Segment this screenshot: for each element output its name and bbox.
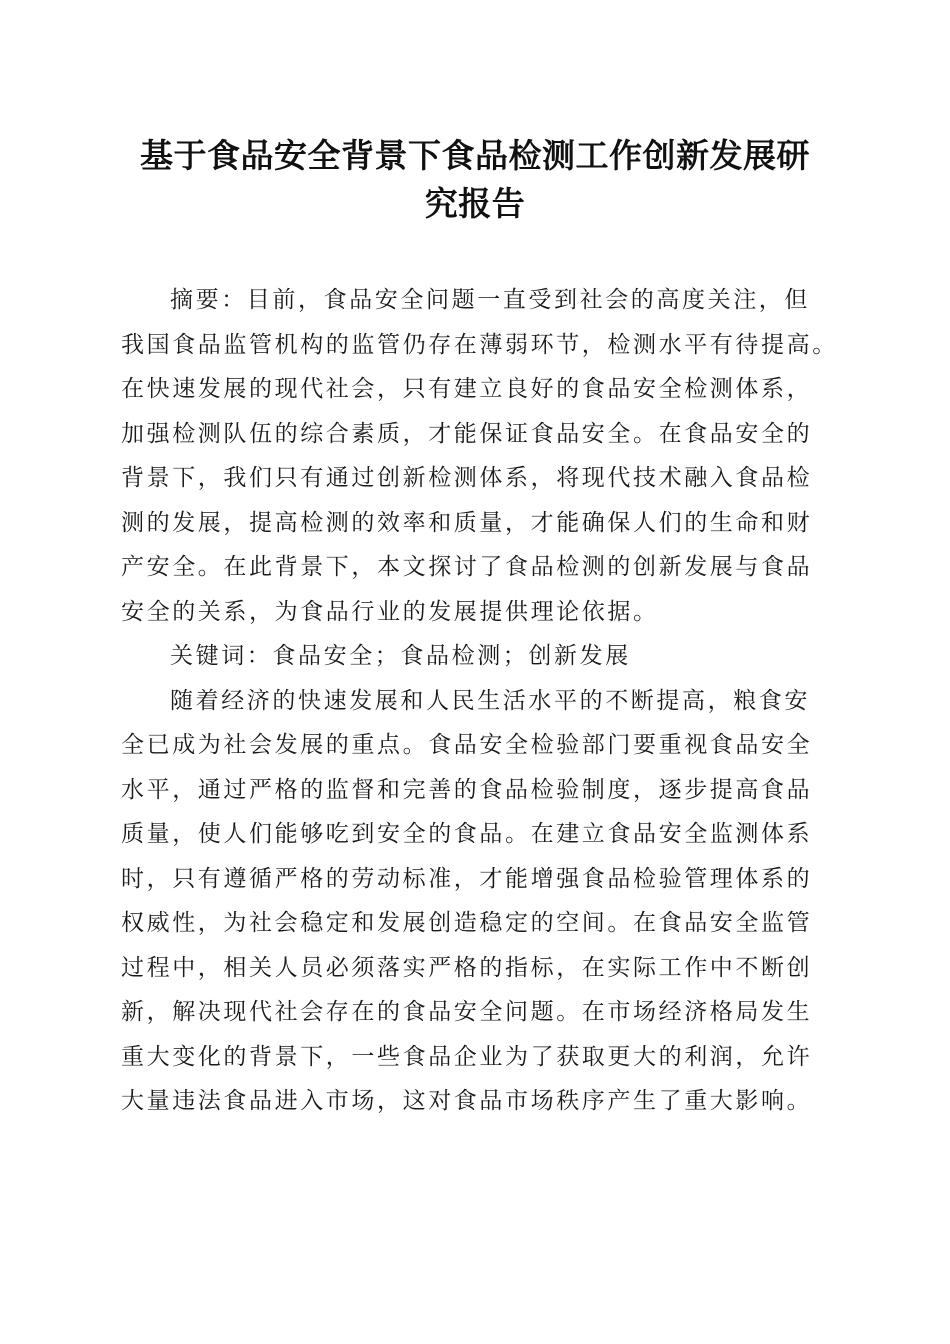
abstract-line: 摘要：目前，食品安全问题一直受到社会的高度关注，但 — [170, 287, 810, 313]
document-body — [121, 278, 851, 1124]
introduction-line: 质量，使人们能够吃到安全的食品。在建立食品安全监测体系 — [121, 821, 813, 847]
abstract-line: 我国食品监管机构的监管仍存在薄弱环节，检测水平有待提高。 — [121, 331, 838, 358]
title-line-2: 究报告 — [424, 184, 526, 223]
abstract-line: 安全的关系，为食品行业的发展提供理论依据。 — [121, 598, 659, 625]
abstract-line: 产安全。在此背景下，本文探讨了食品检测的创新发展与食品 — [121, 554, 813, 580]
keywords-paragraph — [121, 634, 851, 679]
introduction-line: 重大变化的背景下，一些食品企业为了获取更大的利润，允许 — [121, 1043, 813, 1070]
introduction-line: 全已成为社会发展的重点。食品安全检验部门要重视食品安全 — [121, 732, 813, 758]
abstract-line: 背景下，我们只有通过创新检测体系，将现代技术融入食品检 — [121, 465, 813, 491]
abstract-line: 测的发展，提高检测的效率和质量，才能确保人们的生命和财 — [121, 509, 813, 536]
document-title — [110, 132, 840, 228]
abstract-line: 加强检测队伍的综合素质，才能保证食品安全。在食品安全的 — [121, 420, 813, 447]
introduction-line: 新，解决现代社会存在的食品安全问题。在市场经济格局发生 — [121, 999, 813, 1025]
introduction-line: 水平，通过严格的监督和完善的食品检验制度，逐步提高食品 — [121, 776, 813, 803]
introduction-line: 随着经济的快速发展和人民生活水平的不断提高，粮食安 — [170, 687, 810, 714]
abstract-line: 在快速发展的现代社会，只有建立良好的食品安全检测体系， — [121, 376, 813, 402]
abstract-paragraph — [121, 278, 851, 634]
introduction-line: 大量违法食品进入市场，这对食品市场秩序产生了重大影响。 — [121, 1088, 813, 1114]
keywords-line: 关键词：食品安全；食品检测；创新发展 — [170, 643, 631, 669]
introduction-line: 时，只有遵循严格的劳动标准，才能增强食品检验管理体系的 — [121, 865, 813, 892]
title-line-1: 基于食品安全背景下食品检测工作创新发展研 — [140, 136, 810, 175]
introduction-paragraph — [121, 679, 851, 1124]
introduction-line: 权威性，为社会稳定和发展创造稳定的空间。在食品安全监管 — [121, 910, 813, 936]
introduction-line: 过程中，相关人员必须落实严格的指标，在实际工作中不断创 — [121, 954, 813, 981]
